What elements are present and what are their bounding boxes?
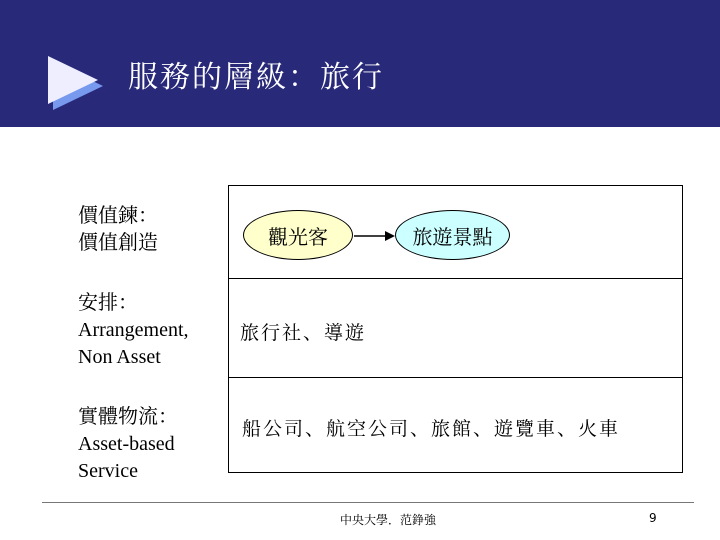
row-label-value-chain bbox=[78, 203, 158, 257]
label-line: 安排： bbox=[78, 292, 138, 314]
flow-arrow-icon bbox=[352, 226, 396, 246]
label-line: 價值鍊： bbox=[78, 205, 158, 227]
node-tourist: 觀光客 bbox=[243, 210, 353, 260]
slide-title: 服務的層級：旅行 bbox=[128, 60, 384, 95]
logistics-text: 船公司、航空公司、旅館、遊覽車、火車 bbox=[242, 418, 621, 440]
footer-divider bbox=[42, 502, 694, 503]
label-line: Arrangement, bbox=[78, 319, 189, 341]
row-divider bbox=[228, 278, 683, 279]
label-line: 價值創造 bbox=[78, 232, 158, 254]
row-label-arrangement bbox=[78, 290, 189, 371]
label-line: Non Asset bbox=[78, 346, 161, 368]
arrangement-text: 旅行社、導遊 bbox=[240, 322, 367, 344]
label-line: Service bbox=[78, 460, 138, 482]
label-line: Asset-based bbox=[78, 433, 175, 455]
play-triangle-icon bbox=[45, 52, 115, 112]
row-divider bbox=[228, 377, 683, 378]
footer-credit: 中央大學．范錚強 bbox=[340, 513, 437, 527]
row-label-logistics bbox=[78, 404, 178, 485]
node-attraction: 旅遊景點 bbox=[395, 210, 510, 260]
label-line: 實體物流： bbox=[78, 406, 178, 428]
page-number: 9 bbox=[649, 511, 657, 525]
